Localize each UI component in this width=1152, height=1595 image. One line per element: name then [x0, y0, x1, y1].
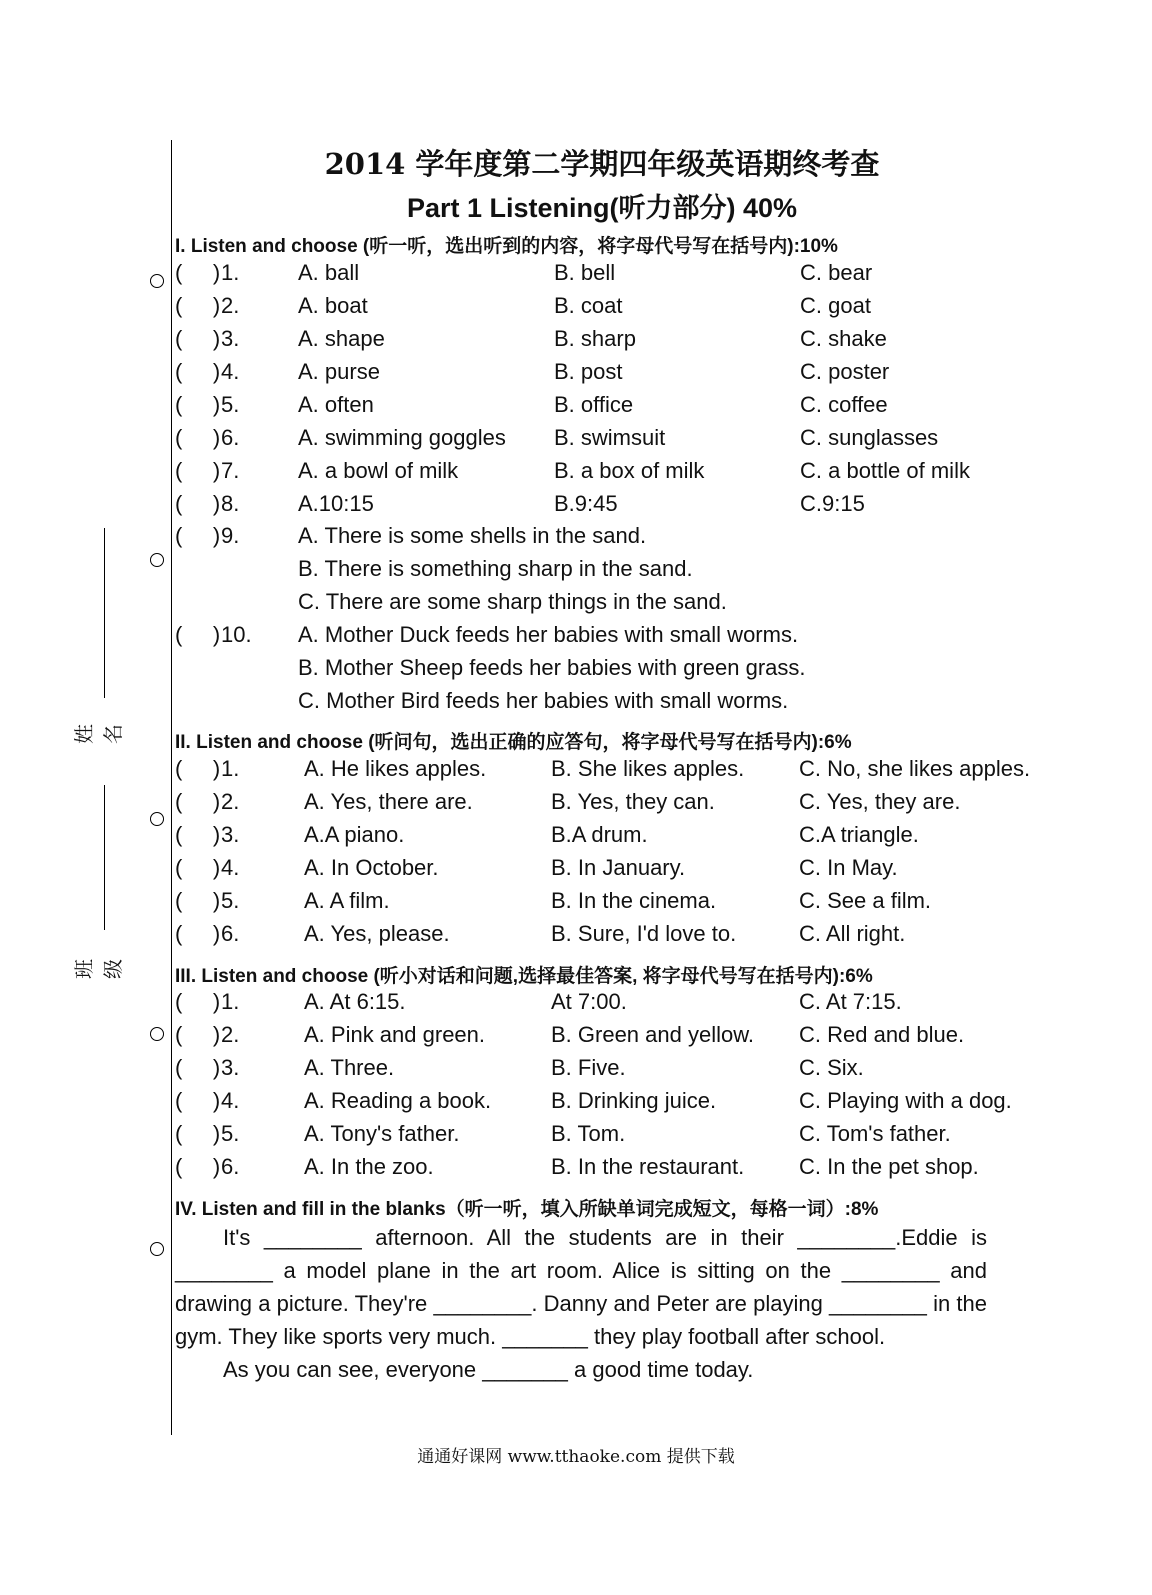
answer-bracket[interactable]: ( ) — [175, 392, 221, 417]
option-c: C. Yes, they are. — [799, 789, 961, 814]
option-b: B. Green and yellow. — [551, 1022, 755, 1047]
option-a: A. In October. — [304, 855, 439, 880]
binding-hole — [150, 812, 164, 826]
option-c: C. Red and blue. — [799, 1022, 965, 1047]
answer-bracket[interactable]: ( ) — [175, 888, 221, 913]
binding-hole — [150, 274, 164, 288]
option-b: B. In the cinema. — [551, 888, 717, 913]
option-b: B. She likes apples. — [551, 756, 745, 781]
binding-hole — [150, 1242, 164, 1256]
binding-line — [171, 140, 172, 1435]
question-number: 1. — [221, 756, 240, 781]
question-number: 5. — [221, 1121, 240, 1146]
section-heading: III. Listen and choose (听小对话和问题,选择最佳答案, 将字母代号写在括号内):6% — [175, 966, 873, 987]
answer-bracket[interactable]: ( ) — [175, 989, 221, 1014]
answer-bracket[interactable]: ( ) — [175, 425, 221, 450]
answer-bracket[interactable]: ( ) — [175, 756, 221, 781]
option-c: C.9:15 — [800, 491, 865, 516]
question-number: 4. — [221, 359, 240, 384]
option-a: A. shape — [298, 326, 385, 351]
binding-hole — [150, 553, 164, 567]
question-number: 6. — [221, 1154, 240, 1179]
answer-bracket[interactable]: ( ) — [175, 523, 221, 548]
answer-bracket[interactable]: ( ) — [175, 1022, 221, 1047]
option-c: C. a bottle of milk — [800, 458, 970, 483]
answer-bracket[interactable]: ( ) — [175, 622, 221, 647]
option-c: C. At 7:15. — [799, 989, 902, 1014]
option-b: B. There is something sharp in the sand. — [298, 556, 693, 581]
option-c: C. No, she likes apples. — [799, 756, 1031, 781]
question-number: 1. — [221, 989, 240, 1014]
answer-bracket[interactable]: ( ) — [175, 491, 221, 516]
option-a: A.10:15 — [298, 491, 374, 516]
option-b: B. coat — [554, 293, 623, 318]
option-b: B. swimsuit — [554, 425, 666, 450]
answer-bracket[interactable]: ( ) — [175, 458, 221, 483]
question-number: 8. — [221, 491, 240, 516]
option-a: A. swimming goggles — [298, 425, 506, 450]
section-heading: I. Listen and choose (听一听，选出听到的内容，将字母代号写在括号内):10% — [175, 236, 838, 257]
question-number: 6. — [221, 921, 240, 946]
exam-title: 2014 学年度第二学期四年级英语期终考查 — [324, 147, 880, 181]
option-b: B. Mother Sheep feeds her babies with green grass. — [298, 655, 806, 680]
option-a: A.A piano. — [304, 822, 405, 847]
option-c: C. Six. — [799, 1055, 864, 1080]
answer-bracket[interactable]: ( ) — [175, 326, 221, 351]
answer-bracket[interactable]: ( ) — [175, 293, 221, 318]
section-heading: II. Listen and choose (听问句，选出正确的应答句，将字母代号写在括号内):6% — [175, 732, 852, 753]
part-title: Part 1 Listening(听力部分) 40% — [406, 193, 798, 223]
question-number: 3. — [221, 326, 240, 351]
option-a: A. purse — [298, 359, 380, 384]
option-a: A. Three. — [304, 1055, 395, 1080]
option-c: C. goat — [800, 293, 871, 318]
option-c: C. All right. — [799, 921, 906, 946]
option-b: B. Sure, I'd love to. — [551, 921, 737, 946]
option-c: C. poster — [800, 359, 890, 384]
option-c: C. shake — [800, 326, 887, 351]
option-b: B. bell — [554, 260, 616, 285]
option-a: A. ball — [298, 260, 360, 285]
option-c: C. In the pet shop. — [799, 1154, 979, 1179]
answer-bracket[interactable]: ( ) — [175, 921, 221, 946]
option-b: B. In January. — [551, 855, 686, 880]
option-b: At 7:00. — [551, 989, 627, 1014]
option-a: A. He likes apples. — [304, 756, 487, 781]
option-c: C. bear — [800, 260, 873, 285]
class-blank-line[interactable] — [104, 785, 105, 930]
option-c: C. Tom's father. — [799, 1121, 951, 1146]
question-number: 6. — [221, 425, 240, 450]
question-number: 2. — [221, 1022, 240, 1047]
answer-bracket[interactable]: ( ) — [175, 1088, 221, 1113]
passage-paragraph: As you can see, everyone _______ a good time today. — [223, 1357, 754, 1382]
answer-bracket[interactable]: ( ) — [175, 1121, 221, 1146]
option-a: A. In the zoo. — [304, 1154, 434, 1179]
fill-blank-passage[interactable] — [175, 1221, 987, 1386]
option-a: A. A film. — [304, 888, 390, 913]
question-number: 4. — [221, 855, 240, 880]
question-number: 3. — [221, 822, 240, 847]
binding-hole — [150, 1027, 164, 1041]
option-b: B. Tom. — [551, 1121, 626, 1146]
option-c: C. sunglasses — [800, 425, 939, 450]
question-number: 7. — [221, 458, 240, 483]
option-c: C. coffee — [800, 392, 888, 417]
passage-paragraph: It's ________ afternoon. All the students are in their ________.Eddie is ________ a model plane in the art room. Alice is sitting on the ________ and drawing a picture. They're ________. Danny and Peter are playing ________ in the gym. They like sports very much. _______ they play football after school. — [175, 1225, 987, 1349]
option-b: B. sharp — [554, 326, 636, 351]
option-b: B. Drinking juice. — [551, 1088, 717, 1113]
option-c: C. There are some sharp things in the sand. — [298, 589, 727, 614]
question-number: 1. — [221, 260, 240, 285]
option-a: A. Yes, there are. — [304, 789, 473, 814]
option-b: B.9:45 — [554, 491, 618, 516]
option-a: A. often — [298, 392, 374, 417]
option-a: A. Yes, please. — [304, 921, 450, 946]
question-number: 10. — [221, 622, 252, 647]
option-a: A. Reading a book. — [304, 1088, 492, 1113]
answer-bracket[interactable]: ( ) — [175, 855, 221, 880]
question-number: 2. — [221, 789, 240, 814]
question-number: 3. — [221, 1055, 240, 1080]
option-b: B. office — [554, 392, 634, 417]
question-number: 9. — [221, 523, 240, 548]
option-a: A. Mother Duck feeds her babies with small worms. — [298, 622, 799, 647]
option-c: C.A triangle. — [799, 822, 919, 847]
answer-bracket[interactable]: ( ) — [175, 789, 221, 814]
section-heading: IV. Listen and fill in the blanks（听一听，填入所缺单词完成短文，每格一词）:8% — [175, 1199, 879, 1220]
option-a: A. a bowl of milk — [298, 458, 459, 483]
option-c: C. See a film. — [799, 888, 932, 913]
answer-bracket[interactable]: ( ) — [175, 822, 221, 847]
option-a: A. Tony's father. — [304, 1121, 460, 1146]
option-b: B. In the restaurant. — [551, 1154, 745, 1179]
question-number: 5. — [221, 392, 240, 417]
name-label: 姓名 — [72, 724, 125, 744]
option-b: B.A drum. — [551, 822, 648, 847]
answer-bracket[interactable]: ( ) — [175, 1154, 221, 1179]
answer-bracket[interactable]: ( ) — [175, 260, 221, 285]
option-a: A. There is some shells in the sand. — [298, 523, 647, 548]
option-a: A. Pink and green. — [304, 1022, 486, 1047]
class-label: 班级 — [72, 959, 125, 979]
answer-bracket[interactable]: ( ) — [175, 359, 221, 384]
option-c: C. Playing with a dog. — [799, 1088, 1012, 1113]
answer-bracket[interactable]: ( ) — [175, 1055, 221, 1080]
option-b: B. post — [554, 359, 623, 384]
option-b: B. Five. — [551, 1055, 626, 1080]
question-number: 2. — [221, 293, 240, 318]
question-number: 4. — [221, 1088, 240, 1113]
option-c: C. Mother Bird feeds her babies with small worms. — [298, 688, 789, 713]
footer-source: 通通好课网 www.tthaoke.com 提供下载 — [417, 1447, 735, 1467]
question-number: 5. — [221, 888, 240, 913]
option-a: A. boat — [298, 293, 368, 318]
name-blank-line[interactable] — [104, 528, 105, 698]
option-c: C. In May. — [799, 855, 898, 880]
option-a: A. At 6:15. — [304, 989, 406, 1014]
option-b: B. a box of milk — [554, 458, 705, 483]
option-b: B. Yes, they can. — [551, 789, 715, 814]
